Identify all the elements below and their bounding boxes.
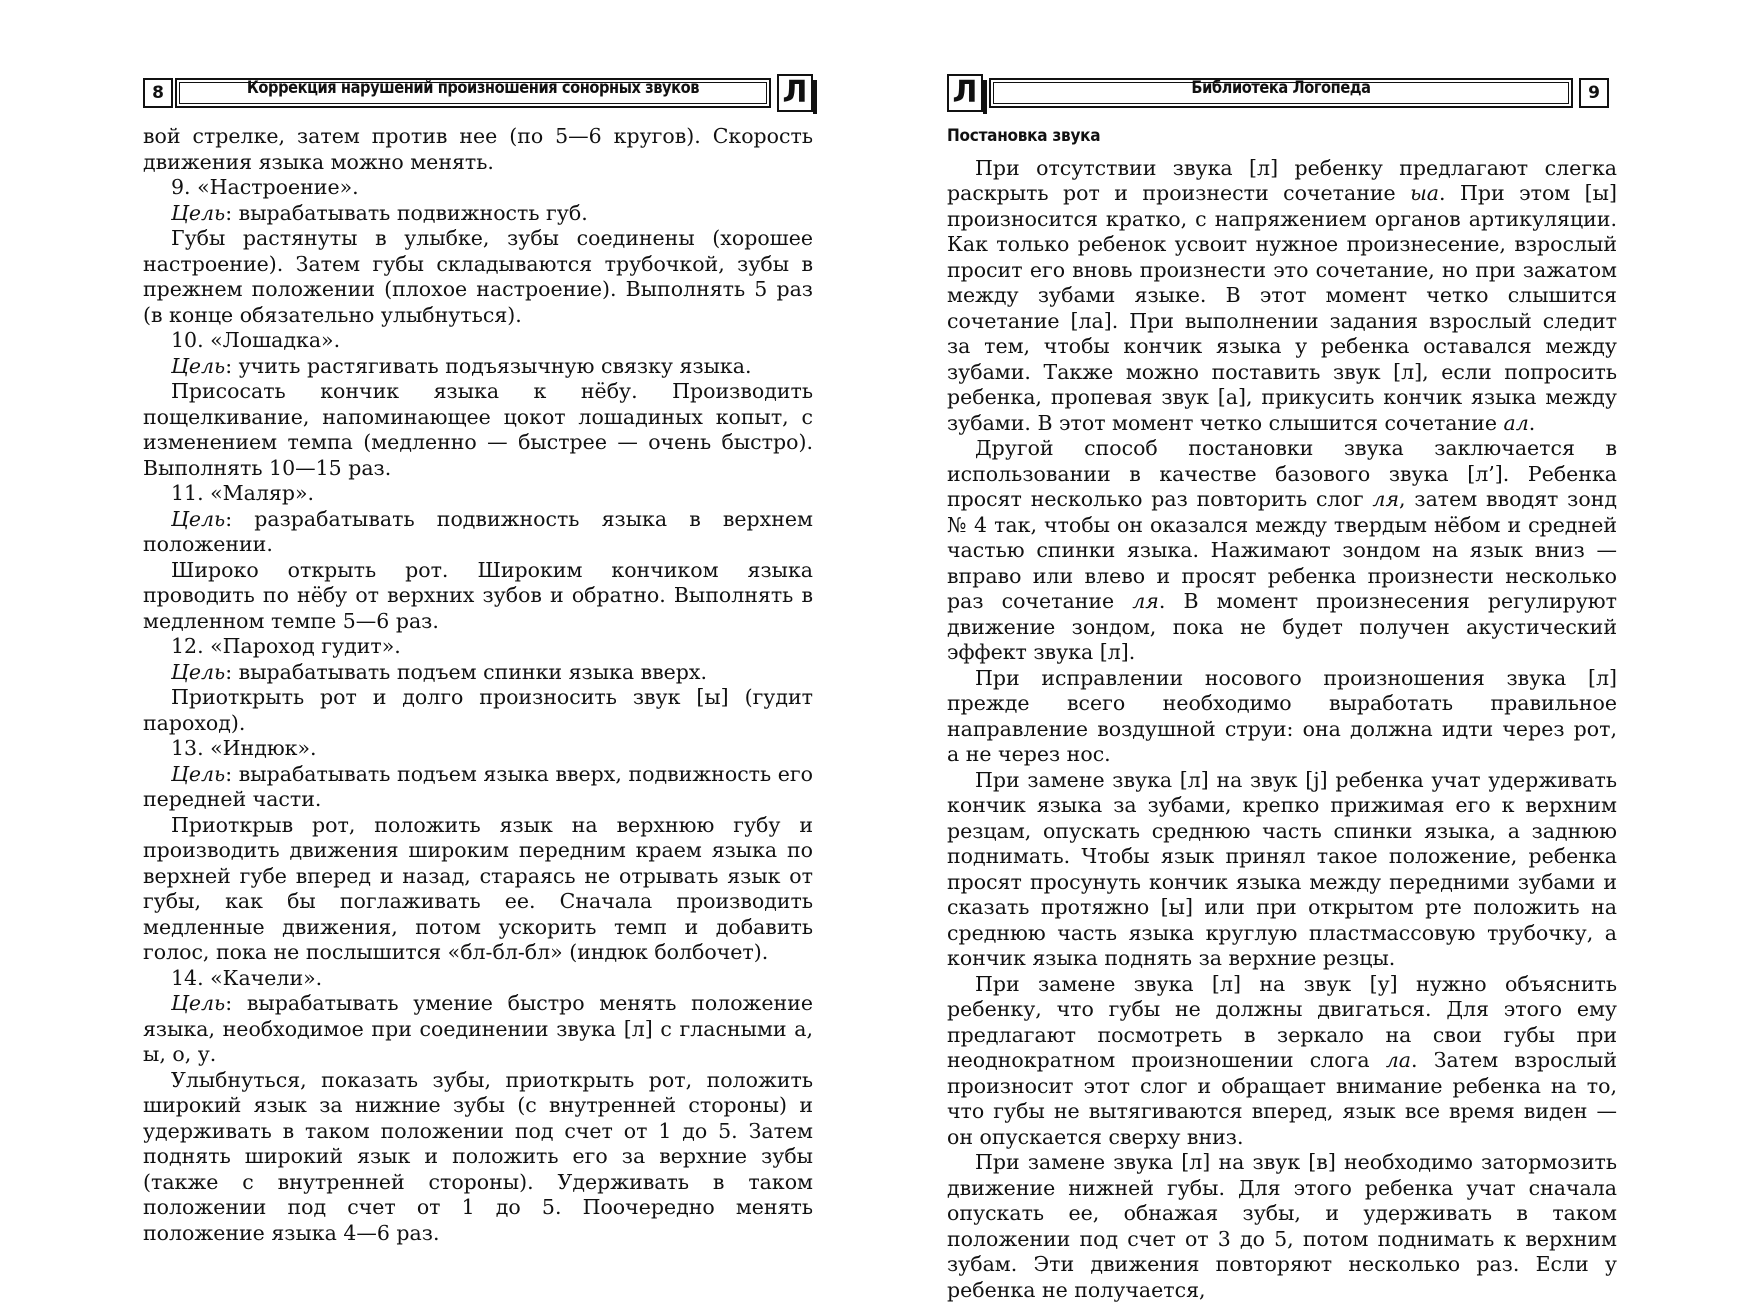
- goal-text: : вырабатывать подъем спинки языка вверх.: [225, 659, 707, 684]
- paragraph: Присосать кончик языка к нёбу. Производить пощелкивание, напоминающее цокот лошадиных копыт, с изменением темпа (медленно — быстрее — очень быстро). Выполнять 10—15 раз.: [143, 379, 813, 480]
- paragraph: При замене звука [л] на звук [у] нужно объяснить ребенку, что губы не должны двигаться. Для этого ему предлагают посмотреть в зеркало на свои губы при неоднократном произношении слога ла. Затем взрослый произносит этот слог и обращает внимание ребенка на то, что губы не вытягиваются вперед, язык все время виден — он опускается сверху вниз.: [947, 971, 1618, 1149]
- left-running-title: Коррекция нарушений произношения сонорных звуков: [246, 78, 700, 98]
- paragraph: Приоткрыв рот, положить язык на верхнюю губу и производить движения широким передним краем языка по верхней губе вперед и назад, стараясь не отрывать язык от губы, как бы поглаживать ее. Сначала производить медленные движения, потом ускорить темп и добавить голос, пока не послышится «бл-бл-бл» (индюк болбочет).: [143, 812, 813, 964]
- paragraph: Другой способ постановки звука заключается в использовании в качестве базового звука [л’]. Ребенка просят несколько раз повторить слог ля, затем вводят зонд № 4 так, чтобы он оказался между твердым нёбом и средней частью спинки языка. Нажимают зондом на язык вниз — вправо или влево и просят ребенка произнести несколько раз сочетание ля. В момент произнесения регулируют движение зондом, пока не будет получен акустический эффект звука [л].: [947, 436, 1617, 664]
- paragraph: При замене звука [л] на звук [в] необходимо затормозить движение нижней губы. Для этого ребенка учат сначала опускать ее, обнажая зубы, и удерживать в таком положении под счет от 3 до 5, потом поднимать к верхним зубам. Эти движения повторяют несколько раз. Если у ребенка не получается,: [947, 1150, 1617, 1302]
- paragraph: Улыбнуться, показать зубы, приоткрыть рот, положить широкий язык за нижние зубы (с внутренней стороны) и удерживать в таком положении под счет от 1 до 5. Затем поднять широкий язык и положить его за верхние зубы (также с внутренней стороны). Удерживать в таком положении под счет от 1 до 5. Поочередно менять положение языка 4—6 раз.: [143, 1067, 813, 1245]
- paragraph: При исправлении носового произношения звука [л] прежде всего необходимо выработать правильное направление воздушной струи: она должна идти через рот, а не через нос.: [947, 665, 1617, 766]
- goal-label: Цель: [171, 991, 226, 1015]
- left-running-header: [143, 74, 813, 114]
- section-title: Постановка звука: [947, 126, 1101, 146]
- exercise-title: 14. «Качели».: [171, 965, 323, 990]
- paragraph: При отсутствии звука [л] ребенку предлагают слегка раскрыть рот и произнести сочетание ыа. При этом [ы] произносится кратко, с напряжением органов артикуляции. Как только ребенок усвоит нужное произнесение, взрослый просит его вновь произнести это сочетание, но при зажатом между зубами языке. В этот момент четко слышится сочетание [ла]. При выполнении задания взрослый следит за тем, чтобы кончик языка у ребенка оставался между зубами. Также можно поставить звук [л], если попросить ребенка, пропевая звук [а], прикусить кончик языка между зубами. В этот момент четко слышится сочетание ал.: [947, 155, 1617, 435]
- paragraph: Приоткрыть рот и долго произносить звук [ы] (гудит пароход).: [143, 685, 813, 735]
- right-page-number: 9: [1579, 78, 1609, 108]
- exercise-goal: [143, 354, 813, 380]
- logo-letter-l-icon: Л: [777, 74, 813, 112]
- right-running-header: [947, 74, 1617, 114]
- exercise-goal: [143, 660, 813, 686]
- goal-text: : вырабатывать подъем языка вверх, подвижность его передней части.: [143, 761, 813, 811]
- goal-label: Цель: [171, 659, 226, 684]
- paragraph: Губы растянуты в улыбке, зубы соединены (хорошее настроение). Затем губы складываются трубочкой, зубы в прежнем положении (плохое настроение). Выполнять 5 раз (в конце обязательно улыбнуться).: [143, 226, 813, 327]
- exercise-title: 9. «Настроение».: [171, 175, 359, 199]
- exercise-title: 12. «Пароход гудит».: [171, 634, 401, 658]
- paragraph: вой стрелке, затем против нее (по 5—6 кругов). Скорость движения языка можно менять.: [143, 124, 813, 174]
- exercise-title: 11. «Маляр».: [171, 481, 315, 505]
- goal-text: : вырабатывать умение быстро менять положение языка, необходимое при соединении звука [л] с гласными а, ы, о, у.: [143, 991, 813, 1066]
- goal-label: Цель: [171, 353, 226, 378]
- logo-letter-l-icon: Л: [947, 74, 983, 112]
- exercise-title: 10. «Лошадка».: [171, 328, 341, 352]
- right-page: [947, 74, 1617, 1303]
- left-body-text: [143, 124, 813, 1246]
- goal-text: : учить растягивать подъязычную связку языка.: [225, 353, 752, 378]
- goal-text: : разрабатывать подвижность языка в верхнем положении.: [143, 506, 813, 556]
- paragraph: При замене звука [л] на звук [j] ребенка учат удерживать кончик языка за зубами, крепко прижимая его к верхним резцам, опускать среднюю часть спинки языка, а заднюю поднимать. Чтобы язык принял такое положение, ребенка просят просунуть кончик языка между передними зубами и сказать протяжно [ы] или при открытом рте положить на среднюю часть языка круглую пластмассовую трубочку, а кончик языка поднять за верхние резцы.: [947, 767, 1617, 970]
- left-page: [143, 74, 813, 1246]
- exercise-goal: [143, 201, 813, 227]
- left-page-number: 8: [143, 78, 173, 108]
- goal-text: : вырабатывать подвижность губ.: [225, 200, 588, 225]
- right-running-title: Библиотека Логопеда: [1191, 78, 1371, 98]
- paragraph: Широко открыть рот. Широким кончиком языка проводить по нёбу от верхних зубов и обратно. Выполнять в медленном темпе 5—6 раз.: [143, 557, 813, 633]
- goal-label: Цель: [171, 761, 226, 786]
- exercise-goal: [143, 991, 813, 1068]
- exercise-goal: [143, 762, 813, 813]
- goal-label: Цель: [171, 506, 226, 531]
- exercise-goal: [143, 507, 813, 558]
- goal-label: Цель: [171, 200, 226, 225]
- right-body-text: [947, 124, 1617, 1303]
- exercise-title: 13. «Индюк».: [171, 736, 317, 760]
